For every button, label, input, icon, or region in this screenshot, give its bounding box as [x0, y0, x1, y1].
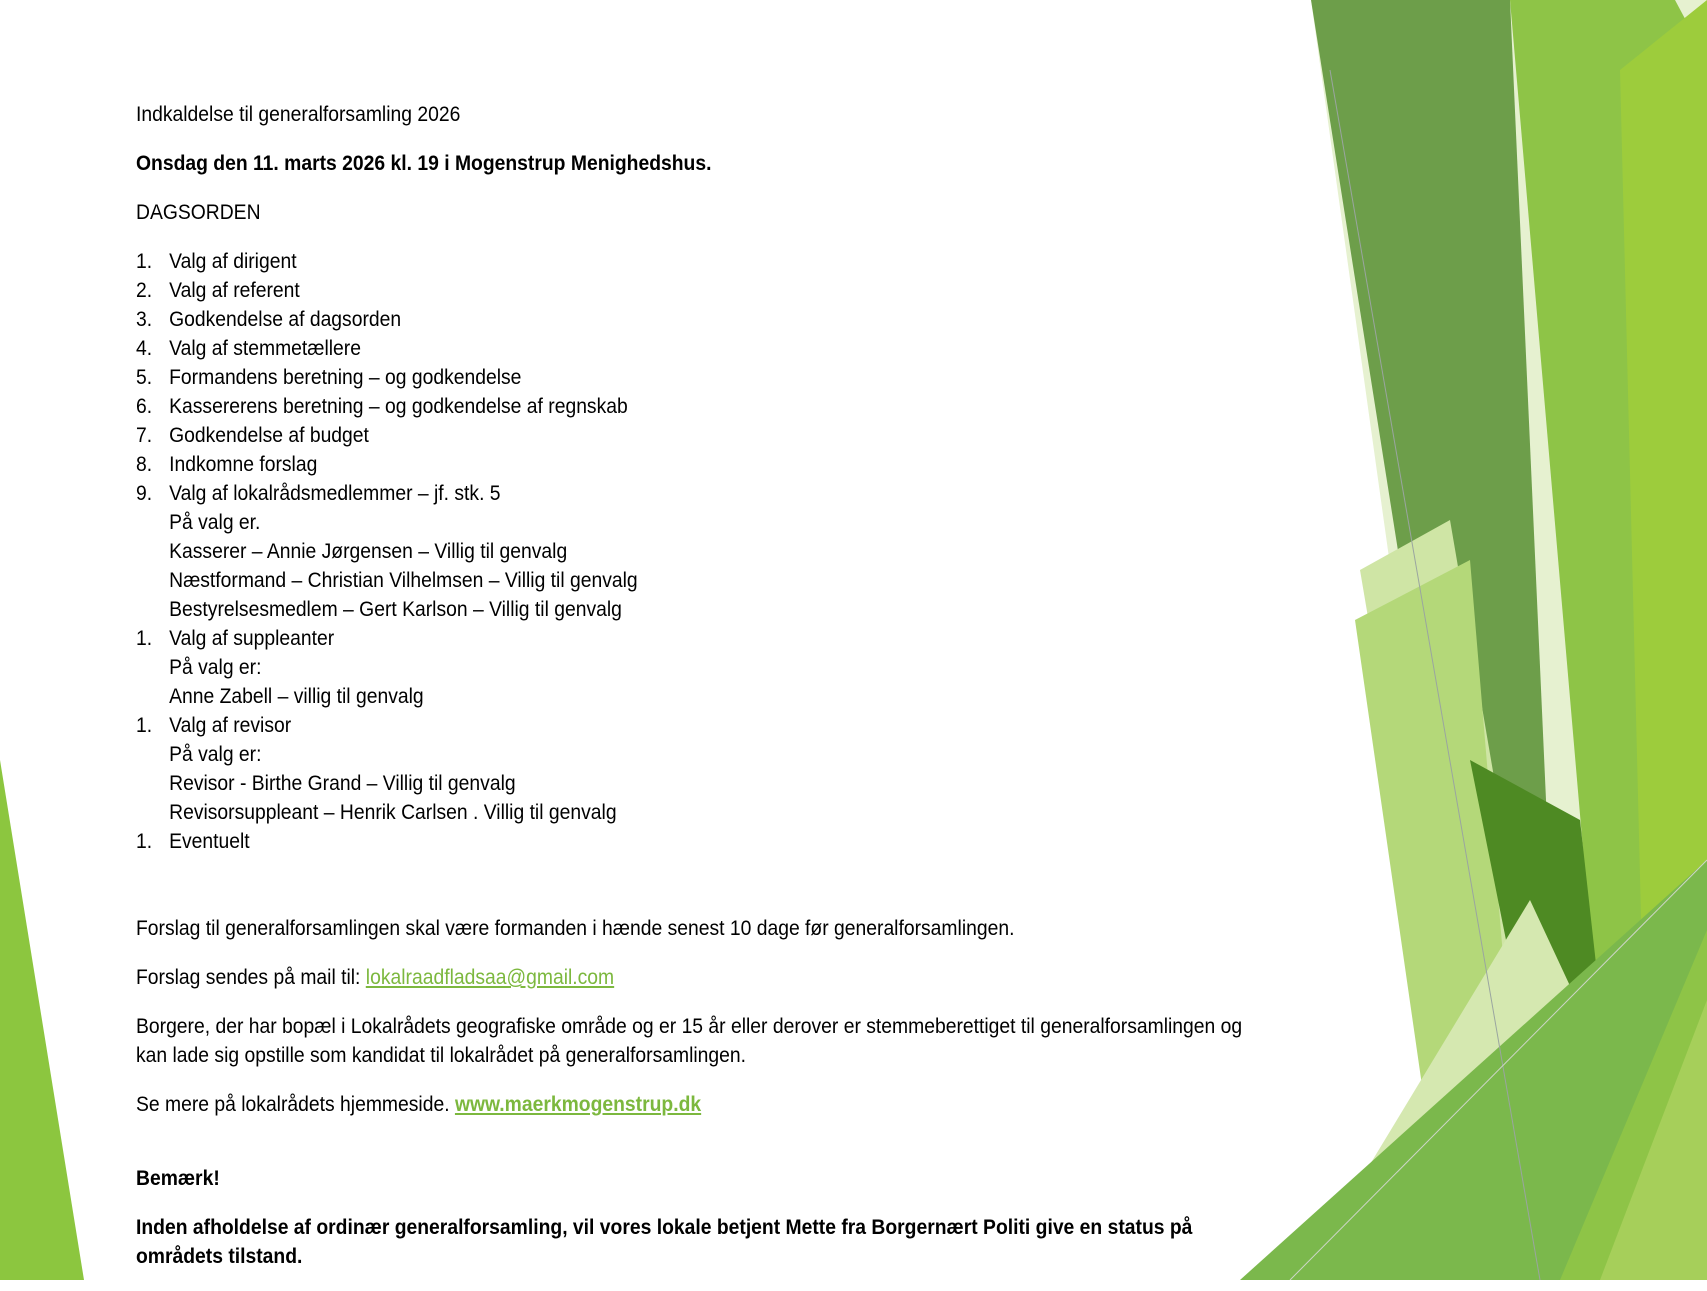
agenda-subline: Anne Zabell – villig til genvalg: [169, 685, 424, 708]
agenda-list: [136, 247, 1277, 856]
agenda-subline: Revisorsuppleant – Henrik Carlsen . Villig til genvalg: [169, 801, 617, 824]
agenda-subline: Revisor - Birthe Grand – Villig til genvalg: [169, 772, 516, 795]
email-link[interactable]: lokalraadfladsaa@gmail.com: [365, 966, 615, 989]
note-title: Bemærk!: [136, 1167, 220, 1190]
agenda-subline: På valg er:: [169, 743, 262, 766]
decor-left-wedge: [0, 760, 84, 1280]
agenda-subline: Næstformand – Christian Vilhelmsen – Villig til genvalg: [169, 569, 638, 592]
document-heading: Indkaldelse til generalforsamling 2026: [136, 103, 461, 126]
agenda-title: DAGSORDEN: [136, 201, 261, 224]
agenda-item: 4. Valg af stemmetællere: [136, 337, 361, 360]
proposals-note: Forslag til generalforsamlingen skal være formanden i hænde senest 10 dage før generalforsamlingen.: [136, 917, 1015, 940]
website-link[interactable]: www.maerkmogenstrup.dk: [454, 1093, 702, 1116]
meeting-date-line: Onsdag den 11. marts 2026 kl. 19 i Mogenstrup Menighedshus.: [136, 152, 712, 175]
mail-line: Forslag sendes på mail til: lokalraadfladsaa@gmail.com: [136, 966, 615, 989]
agenda-item: 1. Eventuelt: [136, 830, 250, 853]
agenda-item: 5. Formandens beretning – og godkendelse: [136, 366, 522, 389]
agenda-item: 1. Valg af revisor: [136, 714, 292, 737]
agenda-item: 9. Valg af lokalrådsmedlemmer – jf. stk. 5: [136, 482, 501, 505]
document-body: [136, 100, 1277, 1291]
agenda-item: 8. Indkomne forslag: [136, 453, 318, 476]
agenda-item: 3. Godkendelse af dagsorden: [136, 308, 402, 331]
agenda-item: 1. Valg af dirigent: [136, 250, 297, 273]
agenda-item: 1. Valg af suppleanter: [136, 627, 335, 650]
agenda-item: 7. Godkendelse af budget: [136, 424, 369, 447]
website-line: Se mere på lokalrådets hjemmeside. www.maerkmogenstrup.dk: [136, 1093, 702, 1116]
agenda-item: 6. Kassererens beretning – og godkendelse af regnskab: [136, 395, 628, 418]
agenda-item: 2. Valg af referent: [136, 279, 300, 302]
agenda-subline: Kasserer – Annie Jørgensen – Villig til genvalg: [169, 540, 568, 563]
note-text: Inden afholdelse af ordinær generalforsamling, vil vores lokale betjent Mette fra Borgernært Politi give en status på områdets tilstand.: [136, 1216, 1193, 1268]
citizens-note: Borgere, der har bopæl i Lokalrådets geografiske område og er 15 år eller derover er stemmeberettiget til generalforsamlingen og kan lade sig opstille som kandidat til lokalrådet på generalforsamlingen.: [136, 1015, 1243, 1067]
agenda-subline: Bestyrelsesmedlem – Gert Karlson – Villig til genvalg: [169, 598, 622, 621]
agenda-subline: På valg er.: [169, 511, 261, 534]
agenda-subline: På valg er:: [169, 656, 262, 679]
